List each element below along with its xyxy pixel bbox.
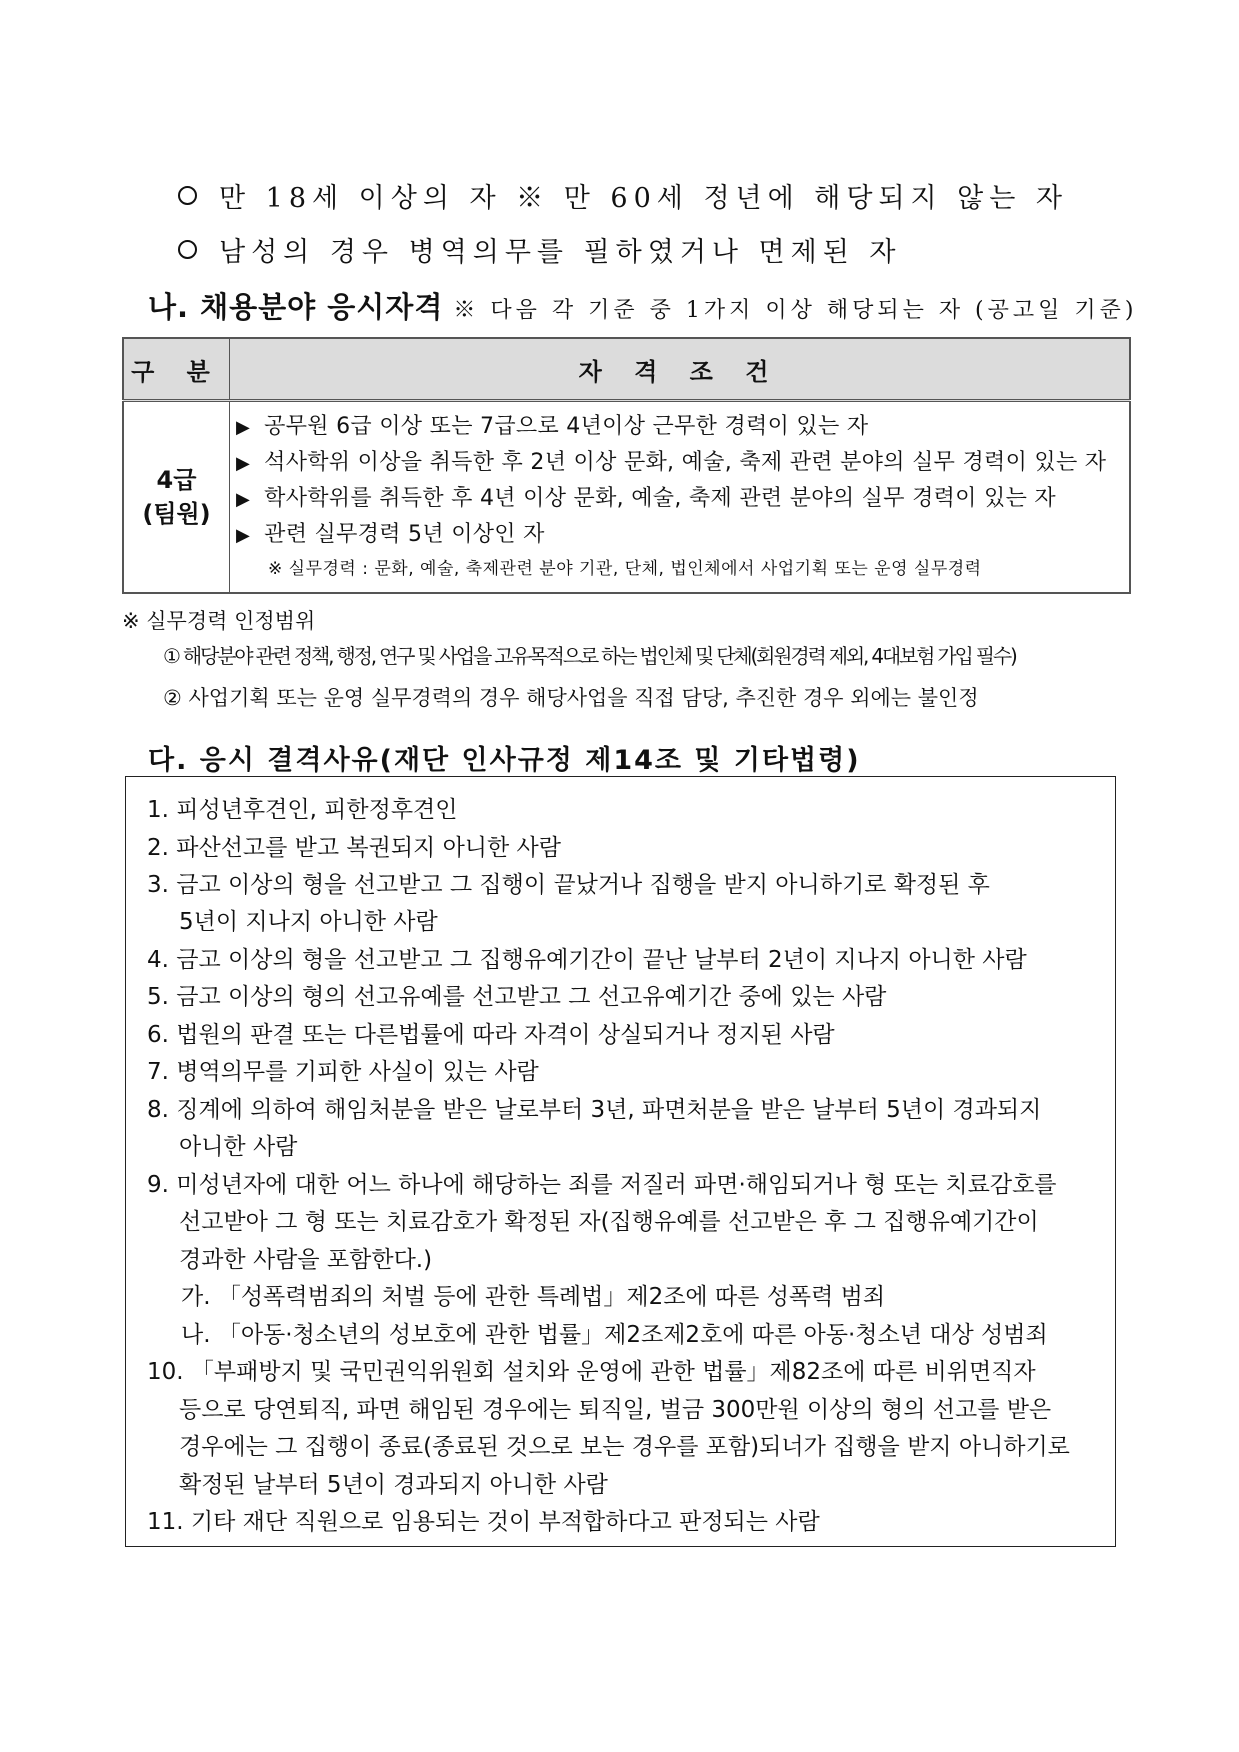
recognition-item: ② 사업기획 또는 운영 실무경력의 경우 해당사업을 직접 담당, 추진한 경우 외에는 불인정 [163, 686, 979, 710]
triangle-bullet-icon: ▶ [236, 489, 251, 510]
grade-label: 4급 [156, 466, 197, 494]
grade-cell [123, 401, 230, 594]
disqualification-line: 선고받아 그 형 또는 치료감호가 확정된 자(집행유예를 선고받은 후 그 집행유예기간이 [179, 1209, 1039, 1235]
disqualification-line: 아니한 사람 [179, 1134, 298, 1160]
condition-note: ※ 실무경력 : 문화, 예술, 축제관련 분야 기관, 단체, 법인체에서 사업기획 또는 운영 실무경력 [268, 559, 982, 579]
grade-role: (팀원) [142, 500, 211, 528]
disqualification-line: 1. 피성년후견인, 피한정후견인 [147, 797, 458, 823]
disqualification-line: 5. 금고 이상의 형의 선고유예를 선고받고 그 선고유예기간 중에 있는 사람 [147, 984, 887, 1010]
recognition-title: ※ 실무경력 인정범위 [122, 609, 316, 633]
triangle-bullet-icon: ▶ [236, 453, 251, 474]
disqualification-line: 3. 금고 이상의 형을 선고받고 그 집행이 끝났거나 집행을 받지 아니하기로 확정된 후 [147, 872, 990, 898]
condition-item: ▶ 석사학위 이상을 취득한 후 2년 이상 문화, 예술, 축제 관련 분야의 실무 경력이 있는 자 [236, 450, 1107, 475]
disqualification-line: 8. 징계에 의하여 해임처분을 받은 날로부터 3년, 파면처분을 받은 날부터 5년이 경과되지 [147, 1097, 1042, 1123]
condition-item: ▶ 공무원 6급 이상 또는 7급으로 4년이상 근무한 경력이 있는 자 [236, 414, 869, 439]
disqualification-line: 9. 미성년자에 대한 어느 하나에 해당하는 죄를 저질러 파면·해임되거나 형 또는 치료감호를 [147, 1172, 1057, 1198]
condition-item: ▶ 관련 실무경력 5년 이상인 자 [236, 522, 545, 547]
disqualification-subline: 나. 「아동·청소년의 성보호에 관한 법률」제2조제2호에 따른 아동·청소년 대상 성범죄 [181, 1322, 1048, 1348]
disqualification-line: 2. 파산선고를 받고 복권되지 아니한 사람 [147, 835, 561, 861]
disqualification-line: 4. 금고 이상의 형을 선고받고 그 집행유예기간이 끝난 날부터 2년이 지나지 아니한 사람 [147, 947, 1027, 973]
section-b-heading [148, 285, 1137, 326]
qualification-table [122, 337, 1131, 594]
header-conditions: 자 격 조 건 [230, 338, 1131, 401]
eligibility-item-military: 남성의 경우 병역의무를 필하였거나 면제된 자 [178, 230, 901, 269]
disqualification-line: 5년이 지나지 아니한 사람 [179, 909, 438, 935]
circle-bullet-icon [178, 186, 197, 205]
eligibility-item-age: 만 18세 이상의 자 ※ 만 60세 정년에 해당되지 않는 자 [178, 176, 1068, 215]
condition-item: ▶ 학사학위를 취득한 후 4년 이상 문화, 예술, 축제 관련 분야의 실무 경력이 있는 자 [236, 486, 1056, 511]
section-c-title: 다. 응시 결격사유(재단 인사규정 제14조 및 기타법령) [148, 745, 861, 776]
conditions-cell [230, 401, 1131, 594]
header-category: 구 분 [123, 338, 230, 401]
disqualification-line: 7. 병역의무를 기피한 사실이 있는 사람 [147, 1059, 539, 1085]
recognition-item: ① 해당분야 관련 정책, 행정, 연구 및 사업을 고유목적으로 하는 법인체 및 단체(회원경력 제외, 4대보험 가입 필수) [163, 644, 1016, 668]
disqualification-subline: 가. 「성폭력범죄의 처벌 등에 관한 특례법」제2조에 따른 성폭력 범죄 [181, 1284, 886, 1310]
disqualification-line: 확정된 날부터 5년이 경과되지 아니한 사람 [179, 1472, 608, 1498]
triangle-bullet-icon: ▶ [236, 525, 251, 546]
table-header-row [123, 338, 1130, 401]
table-row [123, 401, 1130, 594]
disqualification-line: 11. 기타 재단 직원으로 임용되는 것이 부적합하다고 판정되는 사람 [147, 1509, 820, 1535]
disqualification-line: 10. 「부패방지 및 국민권익위원회 설치와 운영에 관한 법률」제82조에 따른 비위면직자 [147, 1359, 1036, 1385]
section-b-title: 나. 채용분야 응시자격 [148, 290, 444, 324]
triangle-bullet-icon: ▶ [236, 417, 251, 438]
disqualification-line: 6. 법원의 판결 또는 다른법률에 따라 자격이 상실되거나 정지된 사람 [147, 1022, 835, 1048]
disqualification-line: 등으로 당연퇴직, 파면 해임된 경우에는 퇴직일, 벌금 300만원 이상의 형의 선고를 받은 [179, 1397, 1052, 1423]
section-b-note: ※ 다음 각 기준 중 1가지 이상 해당되는 자 (공고일 기준) [453, 298, 1138, 323]
disqualification-line: 경과한 사람을 포함한다.) [179, 1247, 433, 1273]
circle-bullet-icon [178, 240, 197, 259]
disqualification-line: 경우에는 그 집행이 종료(종료된 것으로 보는 경우를 포함)되너가 집행을 받지 아니하기로 [179, 1434, 1070, 1460]
